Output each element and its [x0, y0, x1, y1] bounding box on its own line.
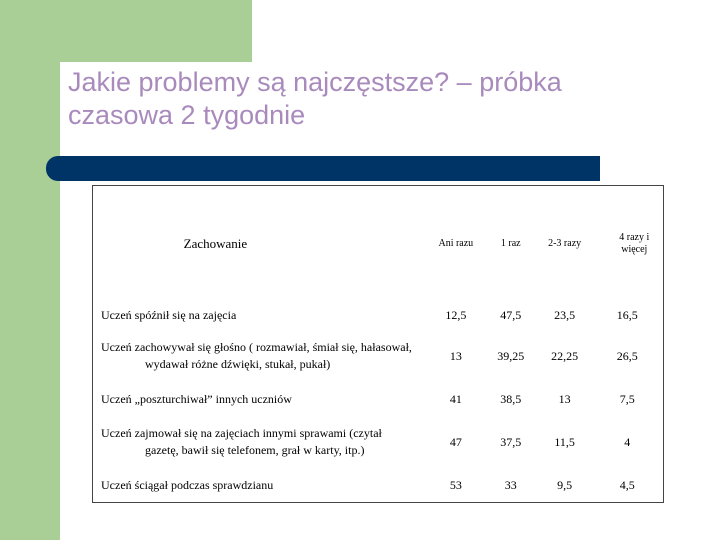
table-header-row [93, 186, 664, 302]
row-label [93, 330, 428, 382]
table-cell: 47 [449, 434, 462, 449]
header-col-2-3-times: 2-3 razy [548, 237, 582, 249]
table-cell: 53 [449, 477, 462, 492]
table-cell: 4 [624, 434, 631, 449]
row-label [93, 382, 428, 416]
slide-title-line-2: czasowa 2 tygodnie [68, 100, 306, 130]
header-col-never: Ani razu [438, 237, 474, 249]
slide-title [68, 66, 688, 132]
table-cell: 33 [504, 477, 517, 492]
table-cell: 37,5 [500, 434, 522, 449]
table-cell: 22,25 [551, 348, 579, 363]
row-label-line: wydawał różne dźwięki, stukał, pukał) [145, 357, 331, 372]
table-cell: 23,5 [554, 308, 576, 323]
table-row [93, 468, 664, 502]
row-label-line: Uczeń zajmował się na zajęciach innymi sprawami (czytał [101, 426, 382, 441]
table-cell: 41 [449, 391, 462, 406]
table-cell: 9,5 [557, 477, 573, 492]
row-label-line: gazetę, bawił się telefonem, grał w karty, itp.) [145, 443, 365, 458]
table-cell: 4,5 [619, 477, 635, 492]
table-cell: 13 [449, 348, 462, 363]
table-cell: 13 [558, 391, 571, 406]
table-cell: 7,5 [619, 391, 635, 406]
table-cell: 38,5 [500, 391, 522, 406]
table-cell: 47,5 [500, 308, 522, 323]
row-label-line: Uczeń „poszturchiwał” innych uczniów [101, 391, 292, 406]
table-row [93, 416, 664, 468]
table-cell: 12,5 [445, 308, 467, 323]
table-cell: 39,25 [497, 348, 525, 363]
table-row [93, 302, 664, 330]
table-cell: 26,5 [616, 348, 638, 363]
header-col-once: 1 raz [500, 237, 521, 249]
left-accent-strip [0, 0, 60, 540]
row-label-line: Uczeń zachowywał się głośno ( rozmawiał, śmiał się, hałasował, [101, 340, 412, 355]
row-label [93, 468, 428, 502]
table-row [93, 382, 664, 416]
title-divider-bar [46, 156, 600, 181]
row-label-line: Uczeń spóźnił się na zajęcia [101, 308, 237, 323]
top-accent-block [0, 0, 252, 62]
header-col-4-plus-label: 4 razy i więcej [619, 231, 650, 255]
slide-title-line-1: Jakie problemy są najczęstsze? – próbka [68, 67, 562, 97]
header-col-4-plus [592, 186, 664, 302]
header-behavior: Zachowanie [183, 235, 248, 251]
row-label [93, 416, 428, 468]
table-cell: 16,5 [616, 308, 638, 323]
row-label-line: Uczeń ściągał podczas sprawdzianu [101, 477, 274, 492]
survey-table [92, 185, 664, 503]
table-cell: 11,5 [554, 434, 575, 449]
row-label [93, 302, 428, 330]
table-row [93, 330, 664, 382]
